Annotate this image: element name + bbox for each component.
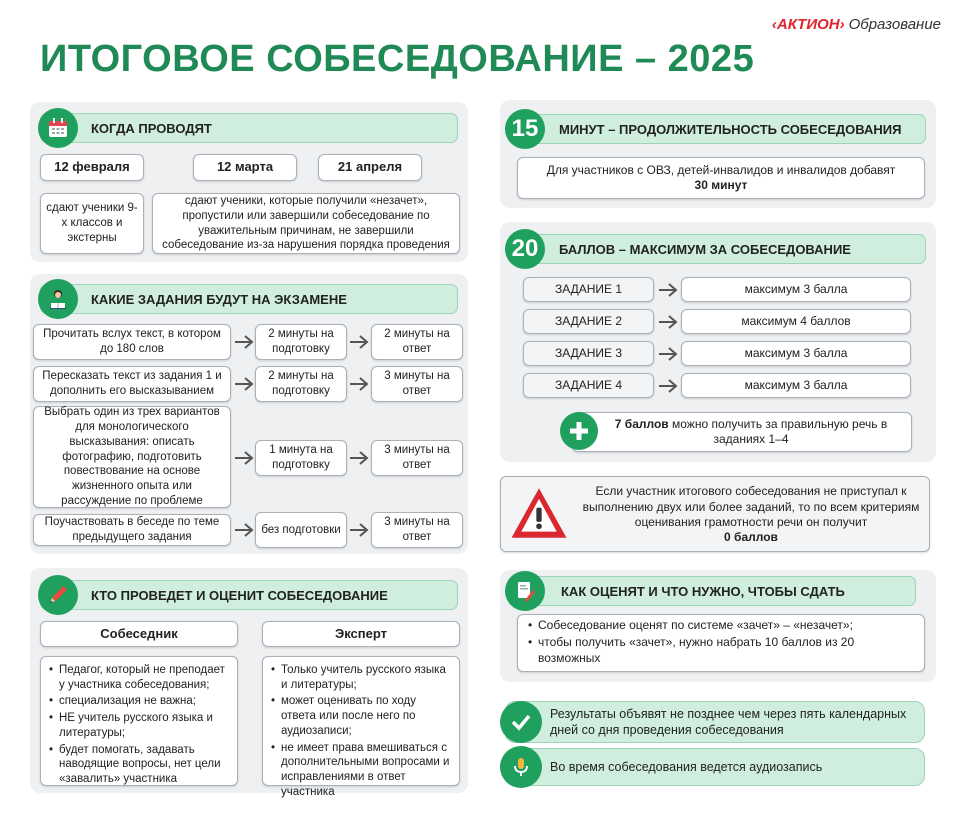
results-text: Результаты объявят не позднее чем через пять календарных дней со дня проведения собеседования: [550, 707, 907, 738]
date-1: 12 февраля: [40, 154, 144, 181]
duration-note-text: Для участников с ОВЗ, детей-инвалидов и инвалидов добавят: [546, 162, 896, 177]
microphone-icon: [500, 746, 542, 788]
when-header: [40, 113, 458, 143]
warning-triangle-icon: [508, 481, 570, 545]
task-1-answer: 2 минуты на ответ: [371, 324, 463, 360]
pass-item: • Собеседование оценят по системе «зачет» – «незачет»;: [528, 618, 914, 633]
interlocutor-item: • специализация не важна;: [49, 694, 229, 709]
expert-list-box: [262, 656, 460, 798]
tasks-header-label: КАКИЕ ЗАДАНИЯ БУДУТ НА ЭКЗАМЕНЕ: [91, 291, 347, 307]
task-2-desc: Пересказать текст из задания 1 и дополнить его высказыванием: [33, 366, 231, 402]
duration-extra: 30 минут: [694, 178, 748, 192]
pass-header-label: КАК ОЦЕНЯТ И ЧТО НУЖНО, ЧТОБЫ СДАТЬ: [561, 583, 845, 599]
bonus-text: можно получить за правильную речь в заданиях 1–4: [668, 416, 888, 446]
duration-header-label: МИНУТ – ПРОДОЛЖИТЕЛЬНОСТЬ СОБЕСЕДОВАНИЯ: [559, 121, 902, 137]
score-task-1: ЗАДАНИЕ 1: [523, 277, 654, 302]
checkmark-icon: [500, 701, 542, 743]
score-header: [510, 234, 926, 264]
duration-note: [517, 157, 925, 199]
score-max-4: максимум 3 балла: [681, 373, 911, 398]
pass-header: [510, 576, 916, 606]
pass-list-box: [517, 614, 925, 672]
interlocutor-list: [49, 663, 229, 789]
score-max-3: максимум 3 балла: [681, 341, 911, 366]
calendar-icon: [38, 108, 78, 148]
arrow-right-icon: [658, 379, 678, 393]
expert-item: • Только учитель русского языка и литературы;: [271, 663, 451, 692]
task-1-prep: 2 минуты на подготовку: [255, 324, 347, 360]
duration-header: [510, 114, 926, 144]
arrow-right-icon: [658, 347, 678, 361]
retake-text: сдают ученики, которые получили «незачет», пропустили или завершили собеседование по уважительным причинам, не завершили собеседование из-за нарушения порядка проведения: [152, 193, 460, 254]
date-3: 21 апреля: [318, 154, 422, 181]
score-task-4: ЗАДАНИЕ 4: [523, 373, 654, 398]
document-icon: [505, 571, 545, 611]
interlocutor-item: • Педагог, который не преподает у участника собеседования;: [49, 663, 229, 692]
duration-number: 15: [505, 109, 545, 149]
pass-item: • чтобы получить «зачет», нужно набрать 10 баллов из 20 возможных: [528, 635, 914, 666]
interlocutor-list-box: [40, 656, 238, 786]
expert-title: Эксперт: [262, 621, 460, 647]
who-header-label: КТО ПРОВЕДЕТ И ОЦЕНИТ СОБЕСЕДОВАНИЕ: [91, 587, 388, 603]
interlocutor-item: • НЕ учитель русского языка и литературы;: [49, 711, 229, 740]
plus-icon: [560, 412, 598, 450]
date-2: 12 марта: [193, 154, 297, 181]
score-max-1: максимум 3 балла: [681, 277, 911, 302]
main-period-text: сдают ученики 9-х классов и экстерны: [40, 193, 144, 254]
interlocutor-item: • будет помогать, задавать наводящие вопросы, нет цели «завалить» участника: [49, 743, 229, 787]
brand-logo: [772, 16, 941, 33]
task-3-desc: Выбрать один из трех вариантов для монологического высказывания: описать фотографию, подготовить повествование на основе жизненного опыта или рассуждение по проблеме: [33, 406, 231, 508]
student-reading-icon: [38, 279, 78, 319]
expert-list: [271, 663, 451, 801]
arrow-right-icon: [658, 315, 678, 329]
task-2-answer: 3 минуты на ответ: [371, 366, 463, 402]
task-2-prep: 2 минуты на подготовку: [255, 366, 347, 402]
when-header-label: КОГДА ПРОВОДЯТ: [91, 120, 212, 136]
score-task-2: ЗАДАНИЕ 2: [523, 309, 654, 334]
warning-bold: 0 баллов: [724, 530, 778, 545]
arrow-right-icon: [234, 451, 254, 465]
tasks-header: [40, 284, 458, 314]
arrow-right-icon: [234, 377, 254, 391]
task-3-answer: 3 минуты на ответ: [371, 440, 463, 476]
pass-list: [528, 618, 914, 668]
warning-icon-wrap: [504, 479, 574, 547]
page-title: ИТОГОВОЕ СОБЕСЕДОВАНИЕ – 2025: [40, 38, 755, 80]
bonus-points: 7 баллов: [614, 416, 669, 431]
expert-item: • может оценивать по ходу ответа или после него по аудиозаписи;: [271, 694, 451, 738]
brand-subtitle: Образование: [848, 16, 941, 33]
interlocutor-title: Собеседник: [40, 621, 238, 647]
warning-text: Если участник итогового собеседования не приступал к выполнению двух или более заданий, то по всем критериям оценивания грамотности речи он получит: [582, 484, 920, 529]
arrow-right-icon: [349, 377, 369, 391]
task-1-desc: Прочитать вслух текст, в котором до 180 слов: [33, 324, 231, 360]
task-4-desc: Поучаствовать в беседе по теме предыдущего задания: [33, 514, 231, 546]
expert-item: • не имеет права вмешиваться с дополнительными вопросами и исправлениями в ответ участника: [271, 741, 451, 800]
warning-text-block: [576, 482, 926, 548]
arrow-right-icon: [349, 451, 369, 465]
score-header-label: БАЛЛОВ – МАКСИМУМ ЗА СОБЕСЕДОВАНИЕ: [559, 241, 851, 257]
arrow-right-icon: [349, 335, 369, 349]
arrow-right-icon: [234, 523, 254, 537]
brand-name: ‹АКТИОН›: [771, 16, 845, 33]
score-number: 20: [505, 229, 545, 269]
audio-text: Во время собеседования ведется аудиозапись: [550, 760, 823, 774]
task-4-answer: 3 минуты на ответ: [371, 512, 463, 548]
bonus-note: [572, 412, 912, 452]
who-header: [40, 580, 458, 610]
arrow-right-icon: [658, 283, 678, 297]
score-max-2: максимум 4 баллов: [681, 309, 911, 334]
pencil-icon: [38, 575, 78, 615]
task-3-prep: 1 минута на подготовку: [255, 440, 347, 476]
arrow-right-icon: [234, 335, 254, 349]
arrow-right-icon: [349, 523, 369, 537]
task-4-prep: без подготовки: [255, 512, 347, 548]
score-task-3: ЗАДАНИЕ 3: [523, 341, 654, 366]
